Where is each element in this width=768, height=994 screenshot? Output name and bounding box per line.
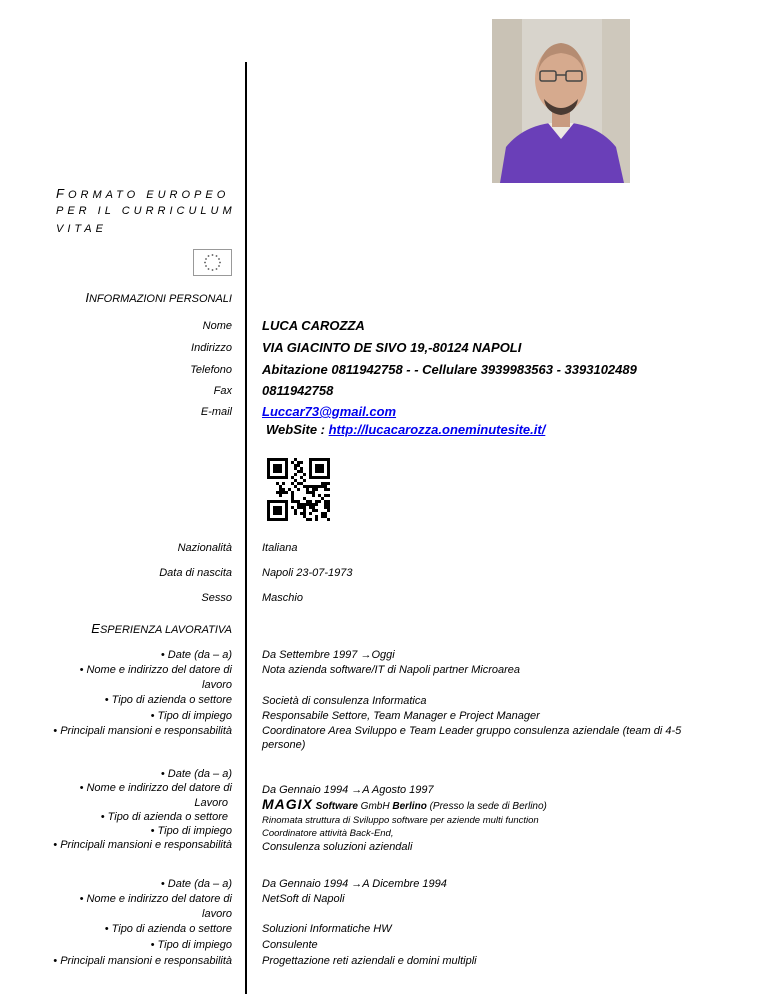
magix-logo-text: MAGIX — [262, 796, 313, 812]
exp3-sector: Soluzioni Informatiche HW — [262, 923, 392, 935]
exp2-job: Coordinatore attività Back-End, — [262, 828, 394, 839]
label-nome: Nome — [202, 320, 232, 332]
label-nascita: Data di nascita — [159, 567, 232, 579]
label-email: E-mail — [200, 406, 232, 418]
exp2-label-employer: • Nome e indirizzo del datore di — [79, 782, 232, 794]
exp2-label-sector: • Tipo di azienda o settore — [100, 811, 228, 823]
cv-title-line2: PER IL CURRICULUM — [56, 205, 236, 217]
exp3-label-employer: • Nome e indirizzo del datore di — [79, 893, 232, 905]
column-divider — [245, 62, 247, 994]
cv-title-line3: VITAE — [56, 223, 107, 235]
section-personal-info: INFORMAZIONI PERSONALI — [85, 290, 232, 305]
label-fax: Fax — [213, 385, 232, 397]
exp1-label-job: • Tipo di impiego — [150, 710, 232, 722]
exp3-label-employer-2: lavoro — [202, 908, 232, 920]
exp2-label-duties: • Principali mansioni e responsabilità — [53, 839, 232, 851]
section-experience: ESPERIENZA LAVORATIVA — [91, 621, 232, 636]
exp1-date: Da Settembre 1997 →Oggi — [262, 649, 395, 661]
exp1-label-duties: • Principali mansioni e responsabilità — [53, 725, 232, 737]
exp2-duties: Consulenza soluzioni aziendali — [262, 841, 413, 853]
exp1-duties-2: persone) — [262, 739, 306, 751]
website-link[interactable]: http://lucacarozza.oneminutesite.it/ — [328, 422, 546, 437]
exp3-label-date: • Date (da – a) — [160, 878, 232, 890]
exp2-date: Da Gennaio 1994 →A Agosto 1997 — [262, 784, 434, 796]
exp2-label-date: • Date (da – a) — [160, 768, 232, 780]
exp3-date: Da Gennaio 1994 →A Dicembre 1994 — [262, 878, 447, 890]
exp3-label-sector: • Tipo di azienda o settore — [104, 923, 232, 935]
value-nazionalita: Italiana — [262, 542, 298, 554]
exp1-label-date: • Date (da – a) — [160, 649, 232, 661]
eu-flag-icon — [193, 249, 232, 276]
profile-photo — [492, 19, 630, 183]
label-nazionalita: Nazionalità — [177, 542, 232, 554]
exp1-sector: Società di consulenza Informatica — [262, 695, 427, 707]
label-telefono: Telefono — [190, 364, 232, 376]
cv-title-line1: FORMATO EUROPEO — [56, 186, 230, 201]
website-label: WebSite : — [266, 422, 329, 437]
exp2-label-employer-2: Lavoro — [194, 797, 228, 809]
exp3-job: Consulente — [262, 939, 318, 951]
value-website[interactable] — [266, 423, 545, 436]
value-nome: LUCA CAROZZA — [262, 318, 365, 333]
exp2-sector: Rinomata struttura di Sviluppo software per aziende multi function — [262, 815, 539, 826]
qr-code-icon — [267, 458, 330, 521]
value-sesso: Maschio — [262, 592, 303, 604]
value-email[interactable] — [262, 405, 396, 418]
value-indirizzo: VIA GIACINTO DE SIVO 19,-80124 NAPOLI — [262, 340, 522, 355]
exp1-label-employer: • Nome e indirizzo del datore di — [79, 664, 232, 676]
value-telefono: Abitazione 0811942758 - - Cellulare 3939983563 - 3393102489 — [262, 362, 637, 377]
exp3-employer: NetSoft di Napoli — [262, 893, 345, 905]
value-fax: 0811942758 — [262, 383, 334, 398]
label-sesso: Sesso — [201, 592, 232, 604]
exp1-label-employer-2: lavoro — [202, 679, 232, 691]
exp1-duties: Coordinatore Area Sviluppo e Team Leader gruppo consulenza aziendale (team di 4-5 — [262, 725, 682, 737]
exp3-duties: Progettazione reti aziendali e domini multipli — [262, 955, 477, 967]
value-nascita: Napoli 23-07-1973 — [262, 567, 353, 579]
exp3-label-duties: • Principali mansioni e responsabilità — [53, 955, 232, 967]
email-link[interactable]: Luccar73@gmail.com — [262, 404, 397, 419]
exp1-job: Responsabile Settore, Team Manager e Project Manager — [262, 710, 540, 722]
exp2-label-job: • Tipo di impiego — [150, 825, 232, 837]
exp1-label-sector: • Tipo di azienda o settore — [104, 694, 232, 706]
exp1-employer: Nota azienda software/IT di Napoli partner Microarea — [262, 664, 521, 676]
label-indirizzo: Indirizzo — [191, 342, 232, 354]
exp3-label-job: • Tipo di impiego — [150, 939, 232, 951]
exp2-employer: MAGIX Software GmbH Berlino (Presso la sede di Berlino) — [262, 796, 547, 812]
